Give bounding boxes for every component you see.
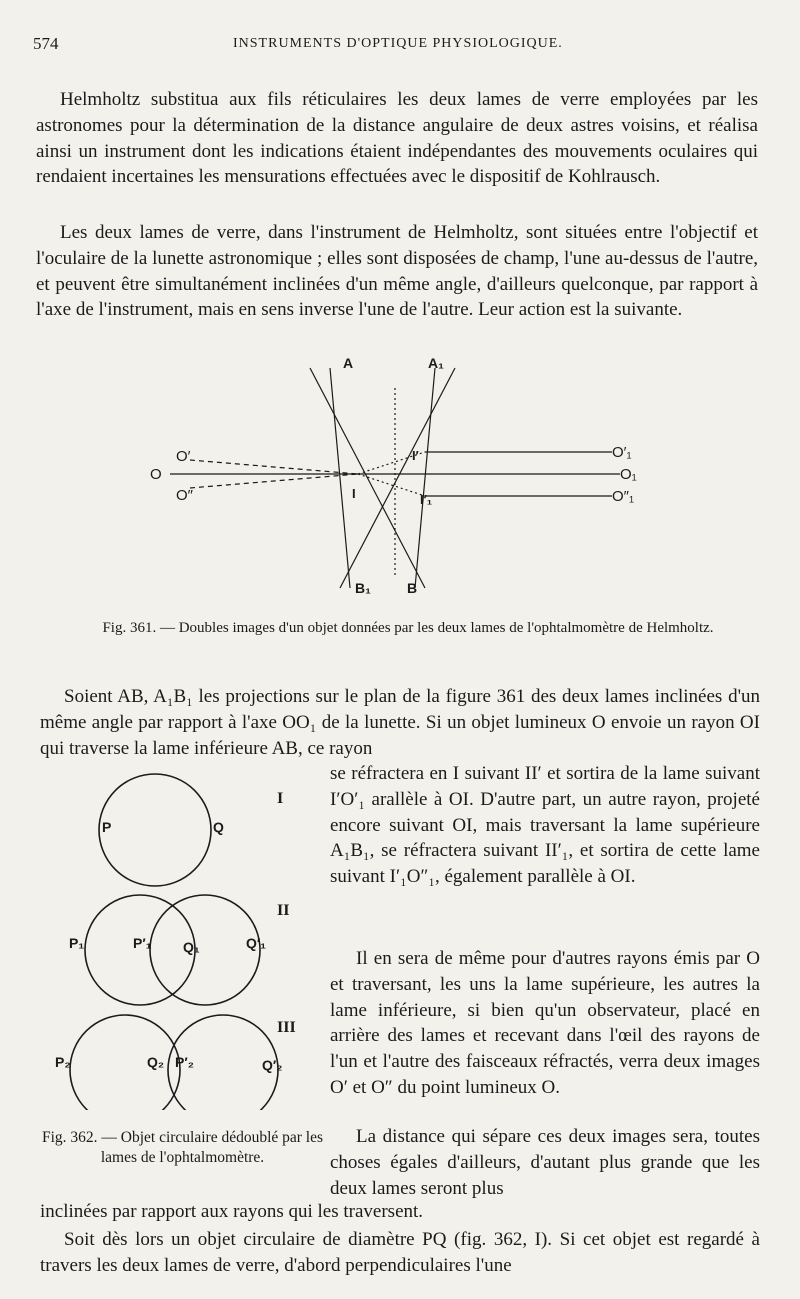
- label-P: P: [102, 819, 112, 835]
- label-O1-prime: O′₁: [612, 444, 632, 461]
- label-A1: A₁: [428, 355, 444, 371]
- paragraph-distance-end: inclinées par rapport aux rayons qui les traversent.: [40, 1201, 424, 1222]
- ray-o-second: [190, 474, 358, 488]
- caption-fig-361: Fig. 361. — Doubles images d'un objet données par les deux lames de l'ophtalmomètre de Helmholtz.: [102, 620, 714, 636]
- label-A: A: [343, 355, 354, 371]
- label-Q2-prime: Q′₂: [262, 1057, 283, 1073]
- paragraph-projections: Soient AB, A₁B₁ les projections sur le plan de la figure 361 des deux lames inclinées d'un même angle par rapport à l'axe OO₁ de la lunette. Si un objet lumineux O envoie un rayon OI qui traverse la lame inférieure AB, ce rayon: [40, 686, 760, 759]
- running-title: INSTRUMENTS D'OPTIQUE PHYSIOLOGIQUE.: [233, 36, 563, 51]
- label-O: O: [150, 466, 162, 483]
- circle-row-2-right: [150, 895, 260, 1005]
- label-Q1-prime: Q′₁: [246, 935, 267, 951]
- plate-left-edge: [330, 368, 350, 588]
- label-O-prime: O′: [176, 448, 191, 465]
- label-P1-prime: P′₁: [133, 935, 152, 951]
- page-header: [33, 34, 763, 56]
- label-I: I: [352, 486, 356, 501]
- figure-361: [150, 348, 650, 600]
- label-O1-second: O″₁: [612, 488, 635, 505]
- numeral-I: I: [277, 790, 284, 807]
- paragraph-refraction: se réfractera en I suivant II′ et sortira de la lame suivant I′O′₁ arallèle à OI. D'autre part, un autre rayon, projeté encore suivant OI, mais traversant la lame supérieure A₁B₁, se réfractera suivant II′₁, et sortira de cette lame suivant I′₁O″₁, également parallèle à OI.: [330, 763, 760, 888]
- label-Q2: Q₂: [147, 1054, 165, 1070]
- label-O-second: O″: [176, 487, 193, 504]
- page-number: 574: [33, 34, 59, 53]
- label-B1: B₁: [355, 580, 371, 596]
- paragraph-helmholtz-intro: Helmholtz substitua aux fils réticulaires les deux lames de verre employées par les astronomes pour la détermination de la distance angulaire de deux astres voisins, et réalisa ainsi un instrument dont les indications étaient indépendantes des mouvements oculaires qui rendaient incertaines les mensurations effectuées avec le dispositif de Kohlrausch.: [36, 89, 758, 188]
- paragraph-distance: La distance qui sépare ces deux images sera, toutes choses égales d'ailleurs, d'autant plus grande que les deux lames seront plus: [330, 1126, 760, 1199]
- label-I1: I′₁: [420, 492, 433, 507]
- refracted-lower: [358, 474, 425, 496]
- label-B: B: [407, 580, 418, 596]
- caption-fig-362: Fig. 362. — Objet circulaire dédoublé par les lames de l'ophtalmomètre.: [41, 1128, 324, 1166]
- figure-362: [55, 770, 315, 1110]
- label-P1: P₁: [69, 935, 85, 951]
- paragraph-circular-object: Soit dès lors un objet circulaire de diamètre PQ (fig. 362, I). Si cet objet est regardé à travers les deux lames de verre, d'abord perpendiculaires l'une: [40, 1229, 760, 1276]
- numeral-III: III: [277, 1019, 296, 1036]
- label-Q: Q: [213, 819, 224, 835]
- label-I-prime: I′: [412, 448, 419, 463]
- plate-right-edge: [415, 368, 435, 588]
- circle-row-1: [99, 774, 211, 886]
- paragraph-two-plates: Les deux lames de verre, dans l'instrument de Helmholtz, sont situées entre l'objectif et l'oculaire de la lunette astronomique ; elles sont disposées de champ, l'une au-dessus de l'autre, et peuvent être simultanément inclinées d'un même angle, d'ailleurs quelconque, par rapport à l'axe de l'instrument, mais en sens inverse l'une de l'autre. Leur action est la suivante.: [36, 222, 758, 321]
- ray-o-prime: [190, 460, 358, 474]
- label-P2: P₂: [55, 1054, 71, 1070]
- label-Q1: Q₁: [183, 939, 200, 955]
- label-P2-prime: P′₂: [175, 1054, 194, 1070]
- plate-a1b1-line: [340, 368, 455, 588]
- paragraph-other-rays: Il en sera de même pour d'autres rayons émis par O et traversant, les uns la lame supérieure, les autres la lame inférieure, si bien qu'un observateur, placé en arrière des lames et recevant dans l'œil des rayons de l'un et l'autre des faisceaux réfractés, verra deux images O′ et O″ du point lumineux O.: [330, 948, 760, 1098]
- plate-ab-line: [310, 368, 425, 588]
- label-O1: O₁: [620, 466, 637, 483]
- numeral-II: II: [277, 902, 290, 919]
